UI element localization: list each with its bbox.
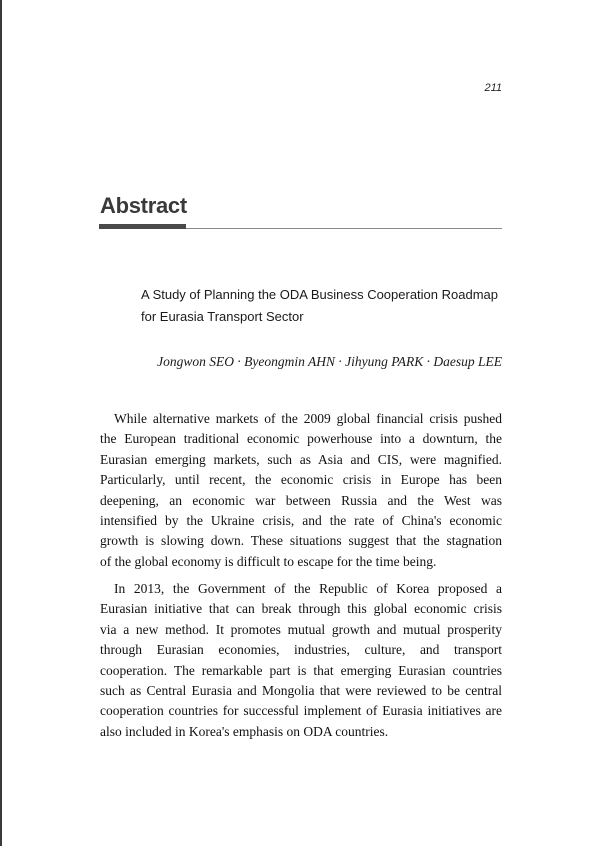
text-line: such as Central Eurasia and Mongolia that were reviewed to be central: [100, 682, 502, 698]
text-line: Eurasian initiative that can break through this global economic crisis: [100, 601, 502, 617]
abstract-paragraph-2: [100, 579, 502, 742]
text-line: of the global economy is difficult to escape for the time being.: [100, 553, 437, 569]
text-line: via a new method. It promotes mutual growth and mutual prosperity: [100, 621, 502, 637]
section-heading: Abstract: [100, 193, 187, 218]
paper-title-line: A Study of Planning the ODA Business Cooperation Roadmap: [141, 287, 498, 302]
text-line: the European traditional economic powerhouse into a downturn, the: [100, 431, 502, 447]
heading-underline-rule: [186, 228, 502, 229]
author-list: Jongwon SEO · Byeongmin AHN · Jihyung PARK · Daesup LEE: [157, 354, 502, 369]
text-line: intensified by the Ukraine crisis, and the rate of China's economic: [100, 512, 502, 528]
text-line: also included in Korea's emphasis on ODA countries.: [100, 723, 389, 739]
text-line: deepening, an economic war between Russia and the West was: [100, 492, 502, 508]
text-line: While alternative markets of the 2009 global financial crisis pushed: [114, 411, 502, 426]
paper-title: [141, 284, 511, 327]
text-line: cooperation. The remarkable part is that emerging Eurasian countries: [100, 662, 502, 678]
text-line: Eurasian emerging markets, such as Asia and CIS, were magnified.: [100, 451, 502, 467]
text-line: In 2013, the Government of the Republic of Korea proposed a: [114, 581, 502, 596]
text-line: Particularly, until recent, the economic crisis in Europe has been: [100, 472, 502, 488]
text-line: growth is slowing down. These situations suggest that the stagnation: [100, 533, 502, 549]
text-line: cooperation countries for successful implement of Eurasia initiatives are: [100, 703, 502, 719]
page-number: 211: [484, 82, 502, 94]
text-line: through Eurasian economies, industries, culture, and transport: [100, 642, 502, 658]
page-left-border: [0, 0, 2, 846]
paper-title-line: for Eurasia Transport Sector: [141, 308, 304, 324]
abstract-paragraph-1: [100, 409, 502, 572]
heading-underline-accent: [99, 224, 186, 229]
